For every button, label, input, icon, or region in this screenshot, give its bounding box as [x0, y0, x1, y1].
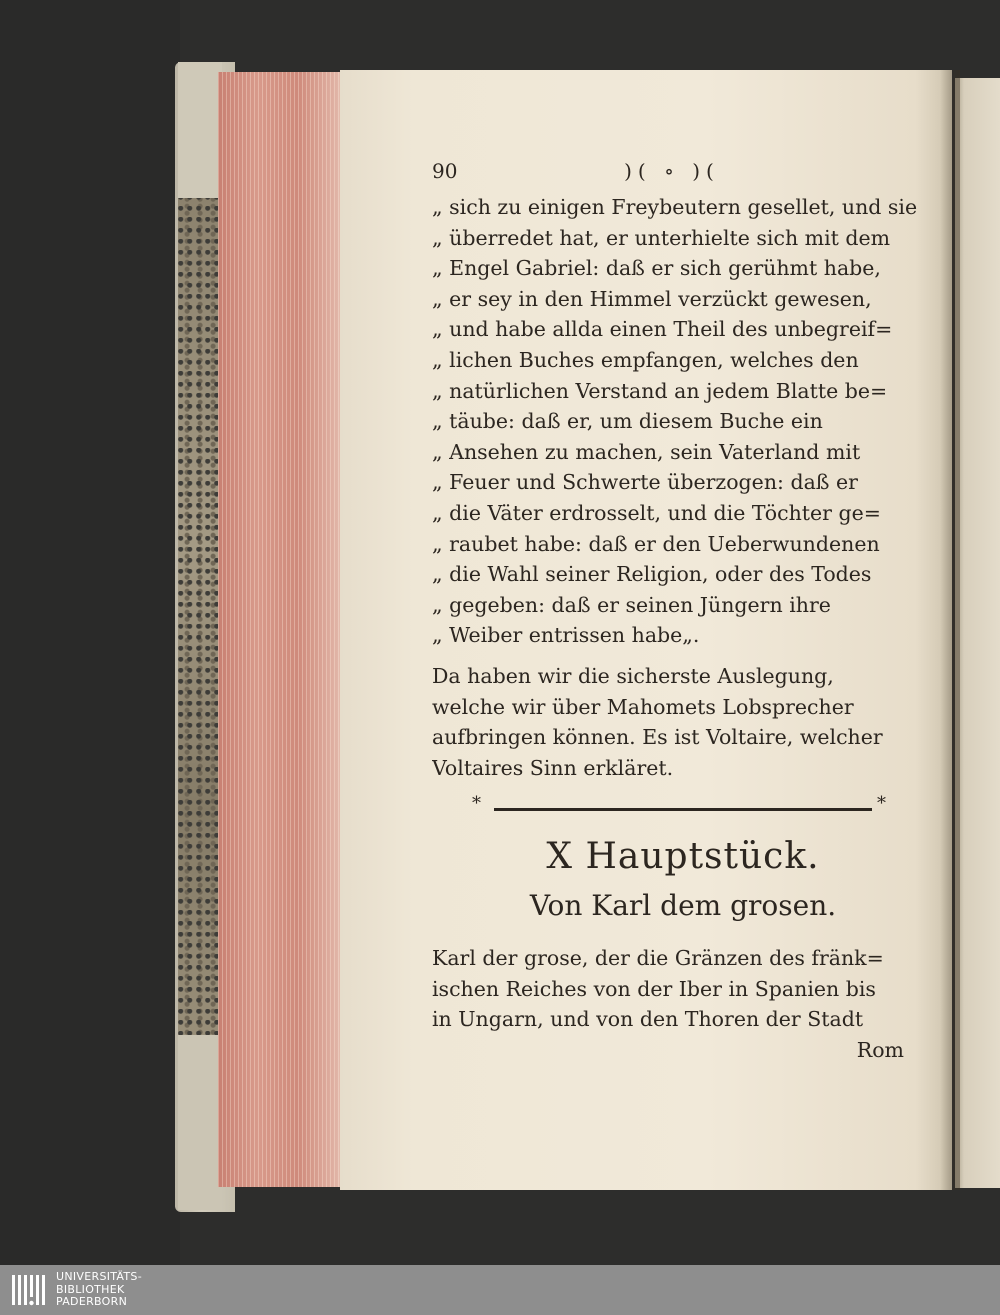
page-number: 90 — [432, 159, 458, 183]
quote-line: „ gegeben: daß er seinen Jüngern ihre — [432, 592, 831, 617]
divider-star-icon: * — [877, 793, 886, 815]
catchword: Rom — [856, 1038, 904, 1063]
marbled-cover-paper — [178, 195, 220, 1075]
chapter-body — [432, 943, 934, 1065]
divider-rule — [494, 808, 872, 811]
library-name-line: UNIVERSITÄTS- — [56, 1270, 142, 1283]
background-dark — [0, 0, 180, 1265]
body-line: ischen Reiches von der Iber in Spanien bis — [432, 976, 876, 1001]
body-line: Karl der grose, der die Gränzen des fränk= — [432, 946, 884, 971]
facing-page-edge — [955, 78, 1000, 1188]
vellum-corner-top — [178, 62, 222, 198]
chapter-title: X Hauptstück. — [546, 836, 820, 878]
library-name-line: BIBLIOTHEK — [56, 1282, 125, 1296]
quote-line: „ überredet hat, er unterhielte sich mit dem — [432, 225, 891, 250]
divider-star-icon: * — [472, 793, 481, 815]
library-name — [56, 1271, 142, 1309]
quote-line: „ die Väter erdrosselt, und die Töchter ge= — [432, 500, 881, 525]
quote-line: „ Weiber entrissen habe„. — [432, 623, 700, 648]
page-text — [432, 150, 934, 1066]
quote-line: „ täube: daß er, um diesem Buche ein — [432, 409, 823, 434]
page-gutter-shadow — [940, 70, 960, 1190]
quote-line: „ und habe allda einen Theil des unbegreif= — [432, 317, 893, 342]
library-footer-bar — [0, 1265, 1000, 1315]
quote-line: „ die Wahl seiner Religion, oder des Todes — [432, 562, 872, 587]
section-divider — [432, 793, 934, 823]
body-line: in Ungarn, und von den Thoren der Stadt — [432, 1007, 864, 1032]
paragraph — [432, 661, 934, 783]
paragraph-line: aufbringen können. Es ist Voltaire, welcher — [432, 725, 883, 750]
chapter-subtitle: Von Karl dem grosen. — [529, 889, 837, 923]
running-head — [432, 150, 934, 192]
quote-line: „ sich zu einigen Freybeutern gesellet, und sie — [432, 195, 918, 219]
library-name-line: PADERBORN — [56, 1295, 128, 1308]
paragraph-line: Da haben wir die sicherste Auslegung, — [432, 663, 834, 688]
paragraph-line: welche wir über Mahomets Lobsprecher — [432, 694, 854, 719]
vellum-corner-bottom — [178, 1035, 222, 1210]
library-logo-icon — [10, 1271, 50, 1309]
quote-line: „ raubet habe: daß er den Ueberwundenen — [432, 531, 880, 556]
quotation-block — [432, 192, 934, 651]
red-page-edges — [218, 72, 350, 1187]
quote-line: „ Feuer und Schwerte überzogen: daß er — [432, 470, 858, 495]
quote-line: „ lichen Buches empfangen, welches den — [432, 347, 859, 372]
quote-line: „ natürlichen Verstand an jedem Blatte be= — [432, 378, 888, 403]
paragraph-line: Voltaires Sinn erkläret. — [432, 755, 674, 780]
quote-line: „ Ansehen zu machen, sein Vaterland mit — [432, 439, 861, 464]
quote-line: „ er sey in den Himmel verzückt gewesen, — [432, 286, 872, 311]
header-ornament: )( ∘ )( — [624, 159, 720, 183]
quote-line: „ Engel Gabriel: daß er sich gerühmt habe, — [432, 256, 881, 281]
